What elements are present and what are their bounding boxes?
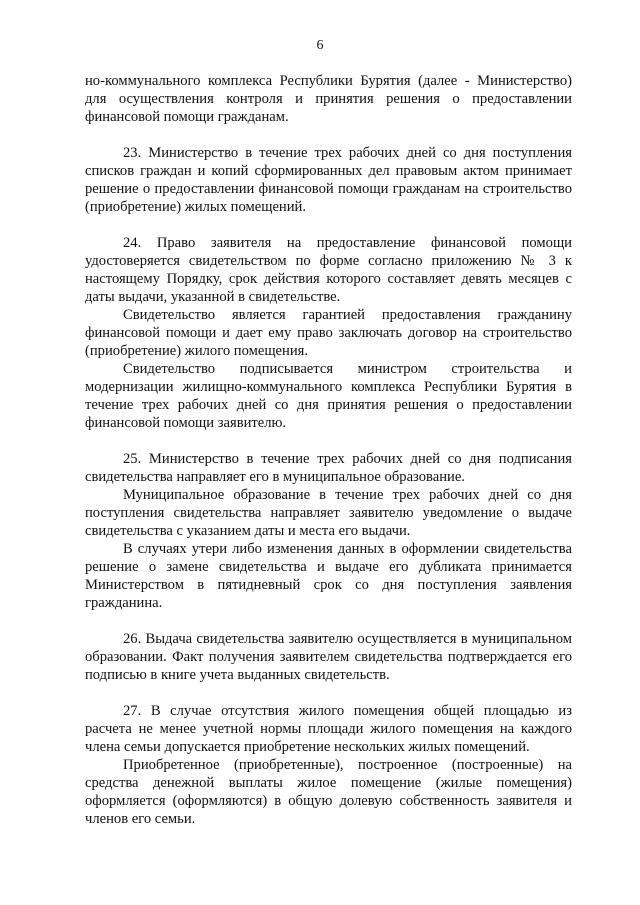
paragraph-item-25: 25. Министерство в течение трех рабочих дней со дня подписания свидетельства направляет его в муниципальное образование. xyxy=(85,451,572,485)
paragraph-municipal-notification: Муниципальное образование в течение трех рабочих дней со дня поступления свидетельства направляет заявителю уведомление о выдаче свидетельства с указанием даты и места его выдачи. xyxy=(85,487,572,539)
paragraph-certificate-signing: Свидетельство подписывается министром строительства и модернизации жилищно-коммунального комплекса Республики Бурятия в течение трех рабочих дней со дня принятия решения о предоставлении финансовой помощи заявителю. xyxy=(85,361,572,431)
page-number: 6 xyxy=(316,38,324,53)
paragraph-item-23: 23. Министерство в течение трех рабочих дней со дня поступления списков граждан и копий сформированных дел правовым актом принимает решение о предоставлении финансовой помощи гражданам на строительство (приобретение) жилых помещений. xyxy=(85,145,572,215)
paragraph-item-24: 24. Право заявителя на предоставление финансовой помощи удостоверяется свидетельством по форме согласно приложению № 3 к настоящему Порядку, срок действия которого составляет девять месяцев с даты выдачи, указанной в свидетельстве. xyxy=(85,235,572,305)
paragraph-item-26: 26. Выдача свидетельства заявителю осуществляется в муниципальном образовании. Факт получения заявителем свидетельства подтверждается его подписью в книге учета выданных свидетельств. xyxy=(85,631,572,683)
paragraph-certificate-guarantee: Свидетельство является гарантией предоставления гражданину финансовой помощи и дает ему право заключать договор на строительство (приобретение) жилого помещения. xyxy=(85,307,572,359)
document-body xyxy=(85,72,572,828)
paragraph-shared-ownership: Приобретенное (приобретенные), построенное (построенные) на средства денежной выплаты жилое помещение (жилые помещения) оформляется (оформляются) в общую долевую собственность заявителя и членов его семьи. xyxy=(85,757,572,827)
paragraph-item-27: 27. В случае отсутствия жилого помещения общей площадью из расчета не менее учетной нормы площади жилого помещения на каждого члена семьи допускается приобретение нескольких жилых помещений. xyxy=(85,703,572,755)
paragraph-duplicate-certificate: В случаях утери либо изменения данных в оформлении свидетельства решение о замене свидетельства и выдаче его дубликата принимается Министерством в пятидневный срок со дня поступления заявления гражданина. xyxy=(85,541,572,611)
paragraph-continuation: но-коммунального комплекса Республики Бурятия (далее - Министерство) для осуществления контроля и принятия решения о предоставлении финансовой помощи гражданам. xyxy=(85,73,572,125)
